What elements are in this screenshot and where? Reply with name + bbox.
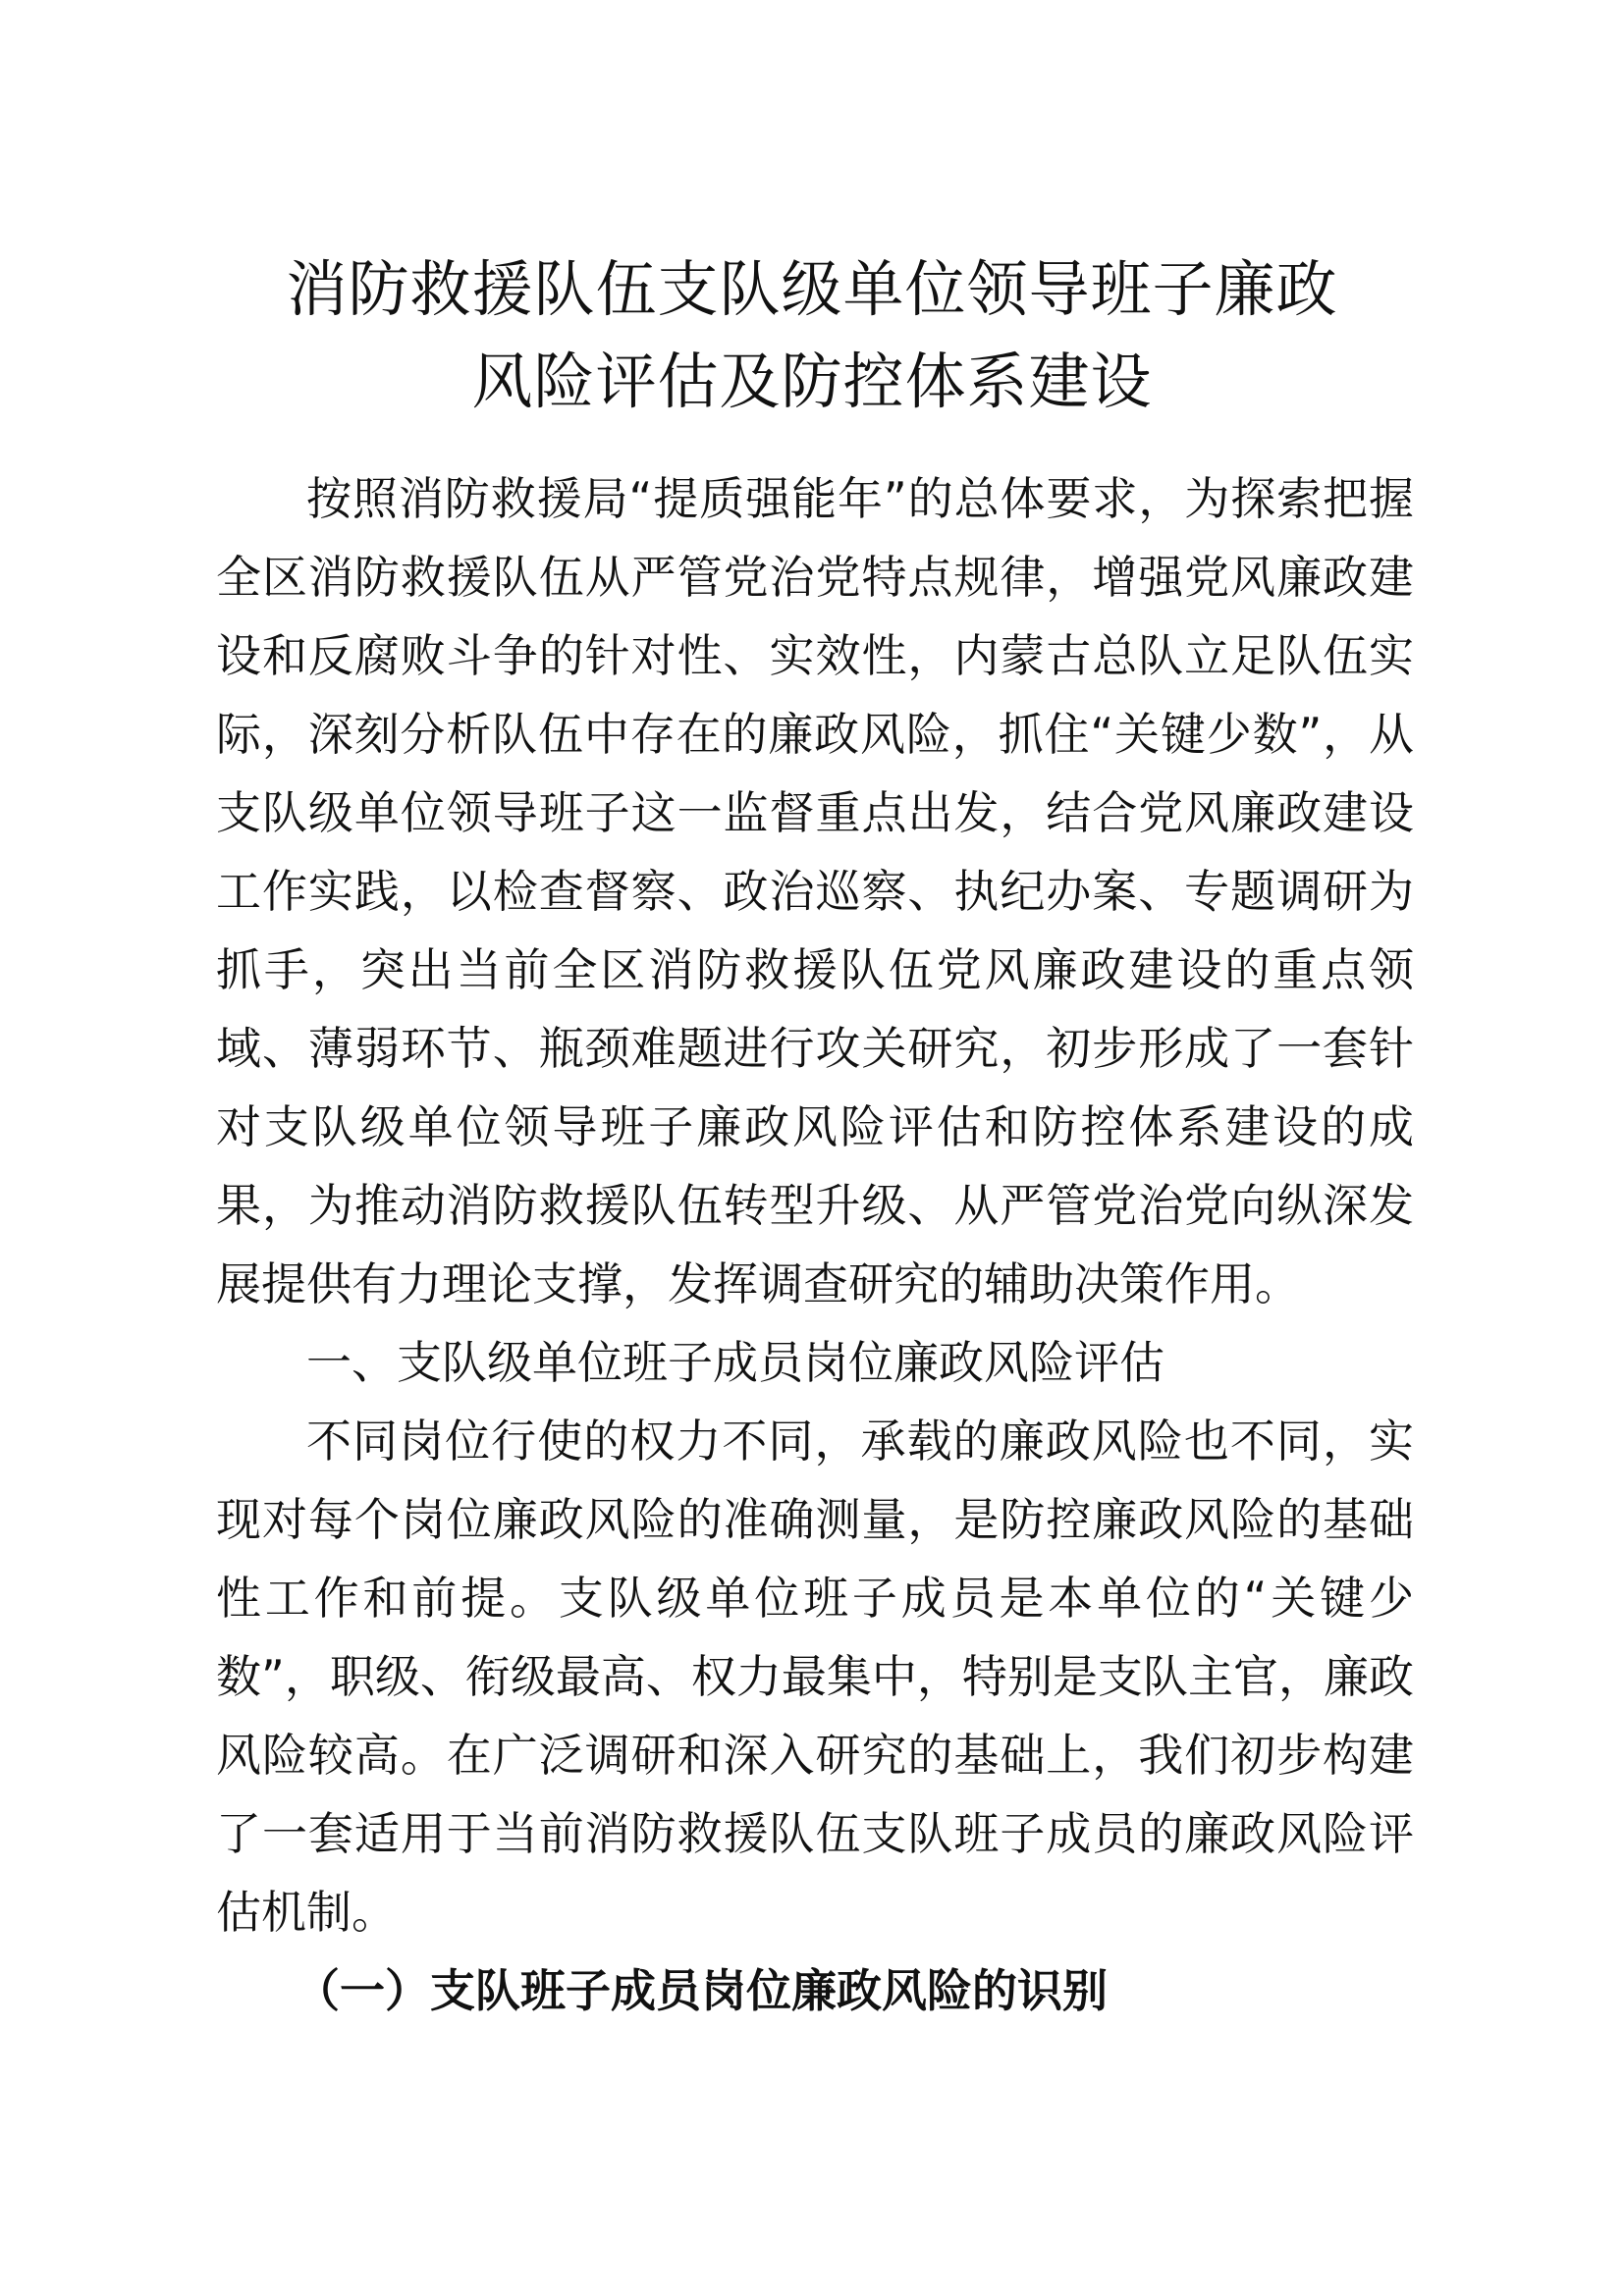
title-line-2: 风险评估及防控体系建设 <box>471 346 1153 417</box>
intro-paragraph: 按照消防救援局“提质强能年”的总体要求，为探索把握全区消防救援队伍从严管党治党特点规律，增强党风廉政建设和反腐败斗争的针对性、实效性，内蒙古总队立足队伍实际，深刻分析队伍中存在的廉政风险，抓住“关键少数”，从支队级单位领导班子这一监督重点出发，结合党风廉政建设工作实践，以检查督察、政治巡察、执纪办案、专题调研为抓手，突出当前全区消防救援队伍党风廉政建设的重点领域、薄弱环节、瓶颈难题进行攻关研究，初步形成了一套针对支队级单位领导班子廉政风险评估和防控体系建设的成果，为推动消防救援队伍转型升级、从严管党治党向纵深发展提供有力理论支撑，发挥调查研究的辅助决策作用。 <box>216 472 1414 1310</box>
section-heading-1: 一、支队级单位班子成员岗位廉政风险评估 <box>306 1336 1164 1389</box>
document-title <box>0 243 1624 428</box>
title-line-1: 消防救援队伍支队级单位领导班子廉政 <box>286 253 1338 325</box>
section-1-paragraph: 不同岗位行使的权力不同，承载的廉政风险也不同，实现对每个岗位廉政风险的准确测量，是防控廉政风险的基础性工作和前提。支队级单位班子成员是本单位的“关键少数”，职级、衔级最高、权力最集中，特别是支队主官，廉政风险较高。在广泛调研和深入研究的基础上，我们初步构建了一套适用于当前消防救援队伍支队班子成员的廉政风险评估机制。 <box>216 1415 1414 1939</box>
document-body <box>216 459 1414 2030</box>
subsection-heading-1: （一）支队班子成员岗位廉政风险的识别 <box>295 1964 1108 2017</box>
